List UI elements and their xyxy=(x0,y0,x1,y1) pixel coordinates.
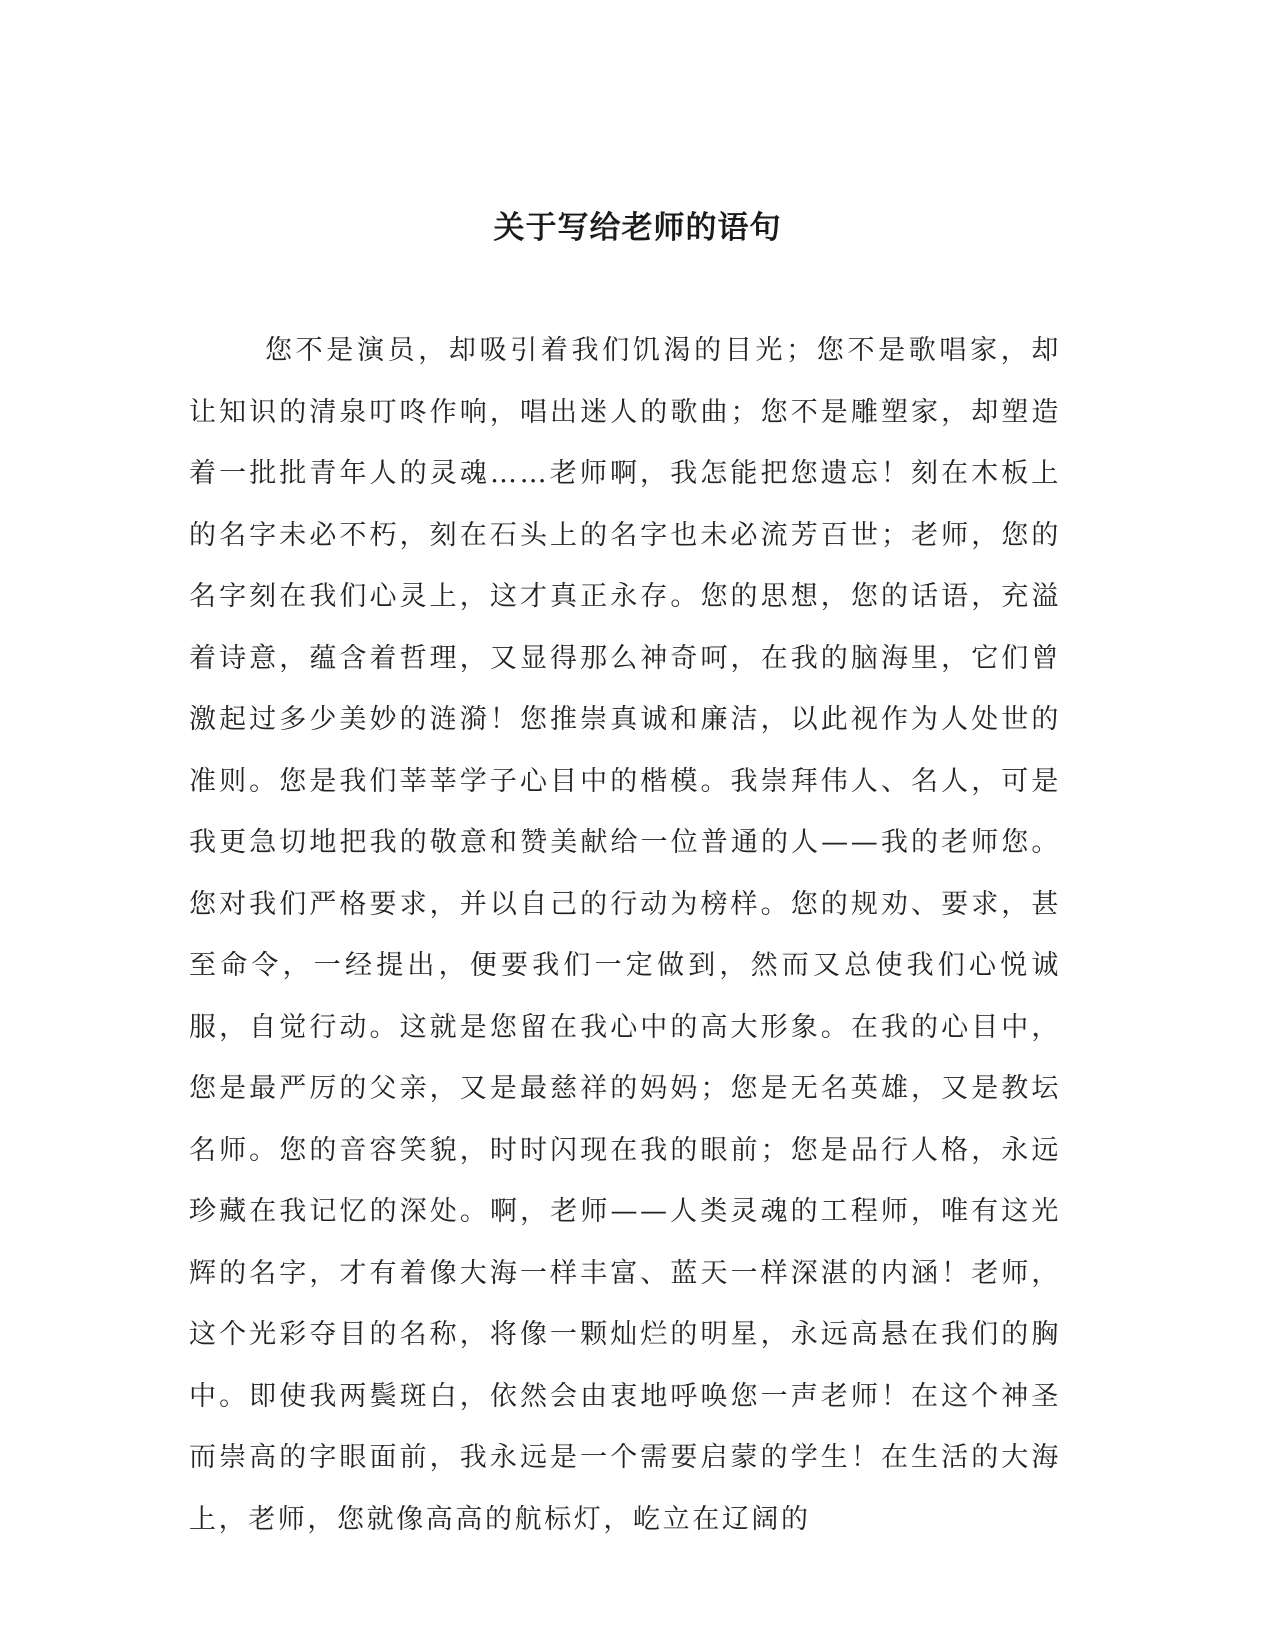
document-title: 关于写给老师的语句 xyxy=(493,210,782,246)
body-paragraph: 您不是演员，却吸引着我们饥渴的目光；您不是歌唱家，却让知识的清泉叮咚作响，唱出迷人的歌曲；您不是雕塑家，却塑造着一批批青年人的灵魂……老师啊，我怎能把您遗忘！刻在木板上的名字未必不朽，刻在石头上的名字也未必流芳百世；老师，您的名字刻在我们心灵上，这才真正永存。您的思想，您的话语，充溢着诗意，蕴含着哲理，又显得那么神奇呵，在我的脑海里，它们曾激起过多少美妙的涟漪！您推崇真诚和廉洁，以此视作为人处世的准则。您是我们莘莘学子心目中的楷模。我崇拜伟人、名人，可是我更急切地把我的敬意和赞美献给一位普通的人——我的老师您。您对我们严格要求，并以自己的行动为榜样。您的规劝、要求，甚至命令，一经提出，便要我们一定做到，然而又总使我们心悦诚服，自觉行动。这就是您留在我心中的高大形象。在我的心目中，您是最严厉的父亲，又是最慈祥的妈妈；您是无名英雄，又是教坛名师。您的音容笑貌，时时闪现在我的眼前；您是品行人格，永远珍藏在我记忆的深处。啊，老师——人类灵魂的工程师，唯有这光辉的名字，才有着像大海一样丰富、蓝天一样深湛的内涵！老师，这个光彩夺目的名称，将像一颗灿烂的明星，永远高悬在我们的胸中。即使我两鬓斑白，依然会由衷地呼唤您一声老师！在这个神圣而崇高的字眼面前，我永远是一个需要启蒙的学生！在生活的大海上，老师，您就像高高的航标灯，屹立在辽阔的 xyxy=(189,335,1061,1535)
